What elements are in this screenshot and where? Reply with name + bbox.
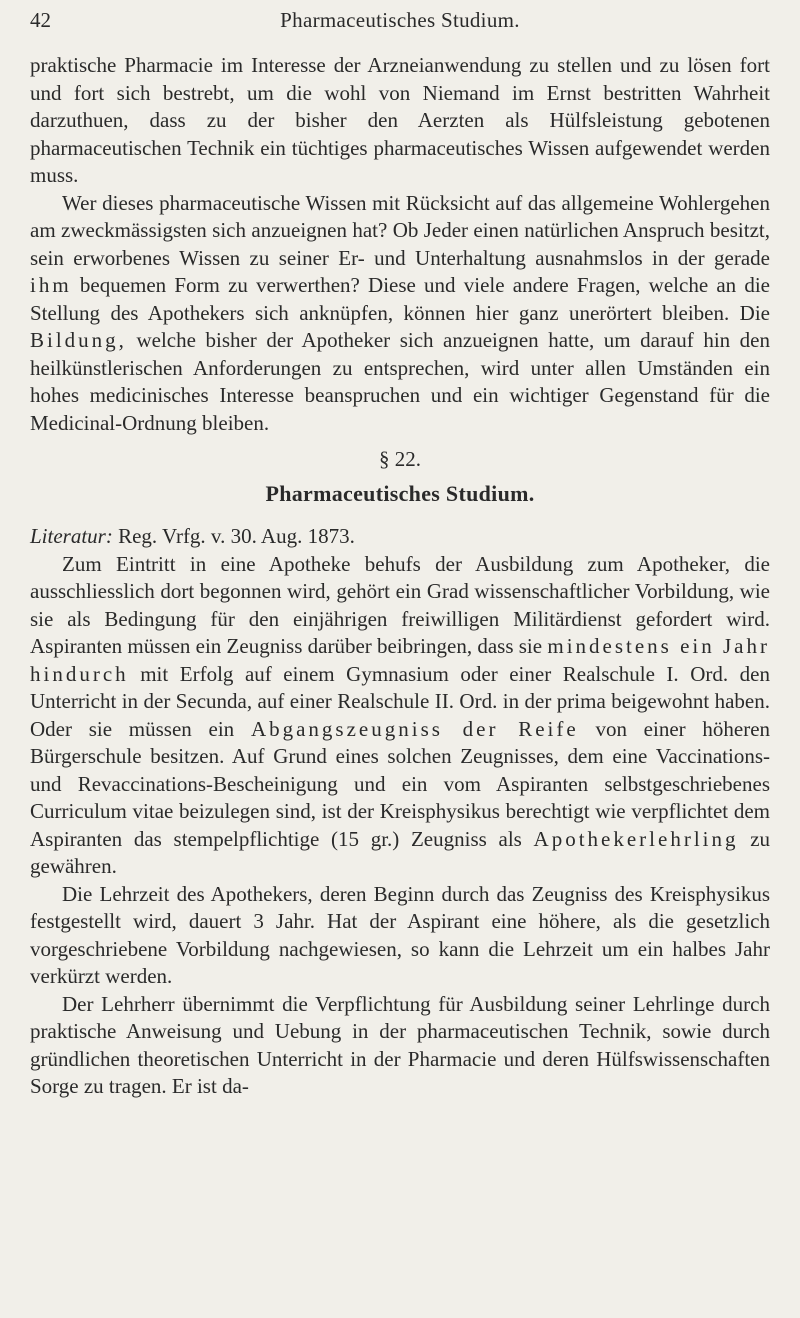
text-run: zu gewähren. [30, 826, 771, 878]
running-title: Pharmaceutisches Studium. [280, 8, 520, 32]
paragraph-apprenticeship: Die Lehrzeit des Apothekers, deren Beginn durch das Zeugniss des Kreisphysikus festgestellt wird, dauert 3 Jahr. Hat der Aspirant eine höhere, als die gesetzlich vorgeschriebene Vorbildung nachgewiesen, so kann die Lehrzeit um ein halbes Jahr verkürzt werden. [30, 881, 770, 988]
literature-text: Reg. Vrfg. v. 30. Aug. 1873. [118, 524, 355, 548]
text-run: mit Erfolg auf einem Gymnasium oder einer Realschule I. Ord. den Unterricht in der Secunda, auf einer Realschule II. Ord. in der prima beigewohnt haben. Oder sie müssen ein [30, 661, 770, 741]
literature-reference [30, 523, 770, 551]
paragraph-question [30, 190, 770, 438]
paragraph-master-duties: Der Lehrherr übernimmt die Verpflichtung für Ausbildung seiner Lehrlinge durch praktische Anweisung und Uebung in der pharmaceutischen Technik, sowie durch gründlichen theoretischen Unterricht in der Pharmacie und deren Hülfswissenschaften Sorge zu tragen. Er ist da- [30, 991, 770, 1098]
page-header [0, 8, 800, 48]
section-title: Pharmaceutisches Studium. [265, 480, 535, 506]
spaced-emphasis: Bildung, [30, 328, 127, 352]
text-run: bequemen Form zu verwerthen? Diese und viele andere Fragen, welche an die Stellung des Apothekers sich anknüpfen, können hier ganz unerörtert bleiben. Die [30, 273, 770, 325]
spaced-emphasis: Apothekerlehrling [533, 826, 739, 851]
page-number: 42 [30, 8, 51, 32]
spaced-emphasis: mindestens ein Jahr hindurch [30, 634, 771, 686]
text-run: welche bisher der Apotheker sich anzueignen hatte, um darauf hin den heilkünstlerischen Anforderungen zu entsprechen, wird unter allen Umständen ein hohes medicinisches Interesse beanspruchen und ein wichtiger Gegenstand für die Medicinal-Ordnung bleiben. [30, 328, 771, 435]
paragraph-admission [30, 551, 770, 881]
text-run: von einer höheren Bürgerschule besitzen. Auf Grund eines solchen Zeugnisses, dem eine Vaccinations- und Revaccinations-Bescheinigung und ein vom Aspiranten selbstgeschriebenes Curriculum vitae beizulegen sind, ist der Kreisphysikus berechtigt wie verpflichtet dem Aspiranten das stempelpflichtige (15 gr.) Zeugniss als [30, 716, 771, 851]
paragraph-continuation: praktische Pharmacie im Interesse der Arzneianwendung zu stellen und zu lösen fort und fort sich bestrebt, um die wohl von Niemand im Ernst bestritten Wahrheit darzuthuen, dass zu der bisher den Aerzten als Hülfsleistung gebotenen pharmaceutischen Technik ein tüchtiges pharmaceutisches Wissen aufgewendet werden muss. [30, 53, 770, 187]
spaced-emphasis: Abgangszeugniss der Reife [250, 716, 579, 741]
text-run: Wer dieses pharmaceutische Wissen mit Rücksicht auf das allgemeine Wohlergehen am zweckmässigsten sich anzueignen hat? Ob Jeder einen natürlichen Anspruch besitzt, sein erworbenes Wissen zu seiner Er- und Unterhaltung ausnahmslos in der gerade [30, 190, 770, 270]
section-number: § 22. [379, 447, 421, 471]
spaced-emphasis: ihm [30, 273, 72, 297]
text-run: Zum Eintritt in eine Apotheke behufs der Ausbildung zum Apotheker, die ausschliesslich dort begonnen wird, gehört ein Grad wissenschaftlicher Vorbildung, wie sie als Bedingung für den einjährigen freiwilligen Militärdienst gefordert wird. Aspiranten müssen ein Zeugniss darüber beibringen, dass sie [30, 551, 770, 658]
literature-label: Literatur: [30, 524, 113, 548]
page-body [30, 52, 770, 1101]
